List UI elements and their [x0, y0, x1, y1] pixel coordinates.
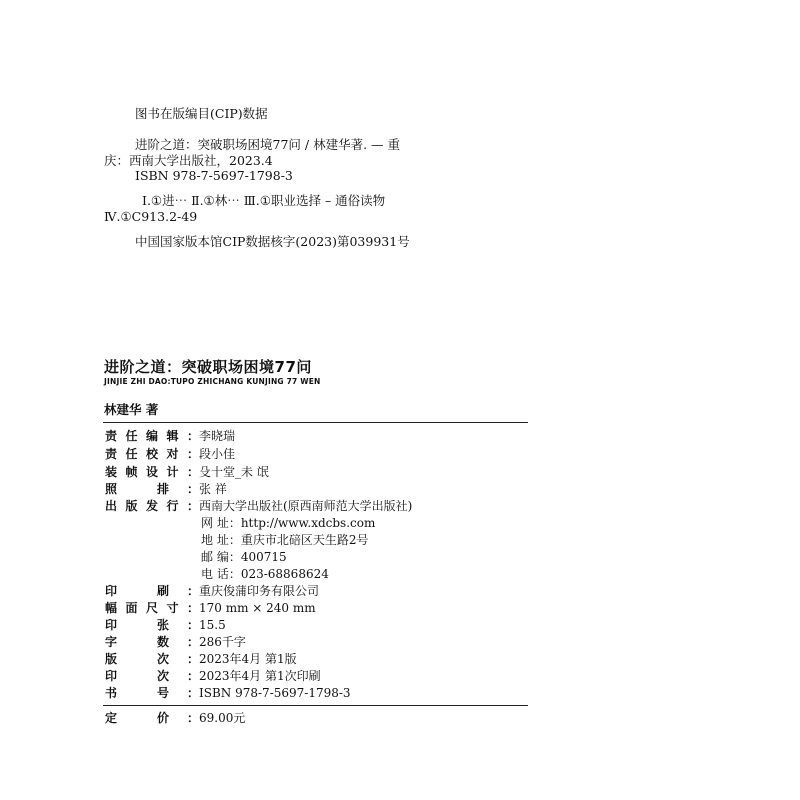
- spec-label: 书 号：: [105, 686, 199, 700]
- spec-label: 版 次：: [105, 652, 199, 666]
- price-row: [105, 711, 245, 726]
- credit-label: 责任编辑：: [105, 429, 199, 443]
- credit-value: 李晓瑞: [199, 429, 236, 443]
- credit-row: [105, 465, 269, 480]
- credit-value: 段小佳: [199, 447, 236, 461]
- spec-row: [105, 601, 316, 616]
- cip-entry-line-1: 进阶之道：突破职场困境77问 / 林建华著. — 重: [135, 137, 400, 152]
- price-value: 69.00元: [199, 711, 246, 725]
- book-title: 进阶之道：突破职场困境77问: [104, 358, 312, 376]
- spec-value: 重庆俊蒲印务有限公司: [199, 584, 320, 598]
- divider-bottom: [103, 705, 528, 706]
- spec-label: 幅面尺寸：: [105, 601, 199, 615]
- publisher-phone: 电 话：023-68868624: [201, 567, 329, 581]
- spec-value: 15.5: [199, 618, 226, 632]
- cip-isbn-line: ISBN 978-7-5697-1798-3: [135, 168, 293, 183]
- spec-label: 印 刷：: [105, 584, 199, 598]
- spec-label: 印 次：: [105, 669, 199, 683]
- spec-row: [105, 686, 351, 701]
- spec-row: [105, 635, 246, 650]
- spec-value: 2023年4月 第1次印刷: [199, 669, 321, 683]
- credit-row: [105, 482, 227, 497]
- spec-value: 170 mm × 240 mm: [199, 601, 316, 615]
- spec-row: [105, 618, 226, 633]
- divider-top: [103, 422, 528, 423]
- spec-value: ISBN 978-7-5697-1798-3: [199, 686, 351, 700]
- cip-cataloging-number: 中国国家版本馆CIP数据核字(2023)第039931号: [135, 234, 410, 249]
- credit-value: 张 祥: [199, 482, 227, 496]
- credit-row: [105, 447, 235, 462]
- credit-label: 照 排：: [105, 482, 199, 496]
- book-author: 林建华 著: [104, 402, 159, 417]
- spec-label: 字 数：: [105, 635, 199, 649]
- credit-row: [105, 429, 235, 444]
- spec-row: [105, 652, 297, 667]
- publisher-website: 网 址：http://www.xdcbs.com: [201, 516, 376, 530]
- publisher-address: 地 址：重庆市北碚区天生路2号: [201, 533, 369, 547]
- cip-subject-line-1: Ⅰ.①进⋯ Ⅱ.①林⋯ Ⅲ.①职业选择 – 通俗读物: [142, 193, 386, 208]
- credit-label: 责任校对：: [105, 447, 199, 461]
- spec-label: 印 张：: [105, 618, 199, 632]
- credit-value: 殳十堂_未 氓: [199, 465, 269, 479]
- cip-heading: 图书在版编目(CIP)数据: [135, 106, 268, 121]
- credit-label: 装帧设计：: [105, 465, 199, 479]
- spec-row: [105, 669, 321, 684]
- credit-row: [105, 499, 412, 514]
- price-label: 定 价：: [105, 711, 199, 725]
- cip-subject-line-2: Ⅳ.①C913.2-49: [104, 209, 198, 224]
- spec-value: 2023年4月 第1版: [199, 652, 297, 666]
- spec-value: 286千字: [199, 635, 246, 649]
- cip-entry-line-2: 庆：西南大学出版社，2023.4: [104, 153, 273, 168]
- publisher-postcode: 邮 编：400715: [201, 550, 287, 564]
- credit-label: 出版发行：: [105, 499, 199, 513]
- book-title-pinyin: JINJIE ZHI DAO:TUPO ZHICHANG KUNJING 77 WEN: [104, 377, 321, 386]
- spec-row: [105, 584, 319, 599]
- credit-value: 西南大学出版社(原西南师范大学出版社): [199, 499, 413, 513]
